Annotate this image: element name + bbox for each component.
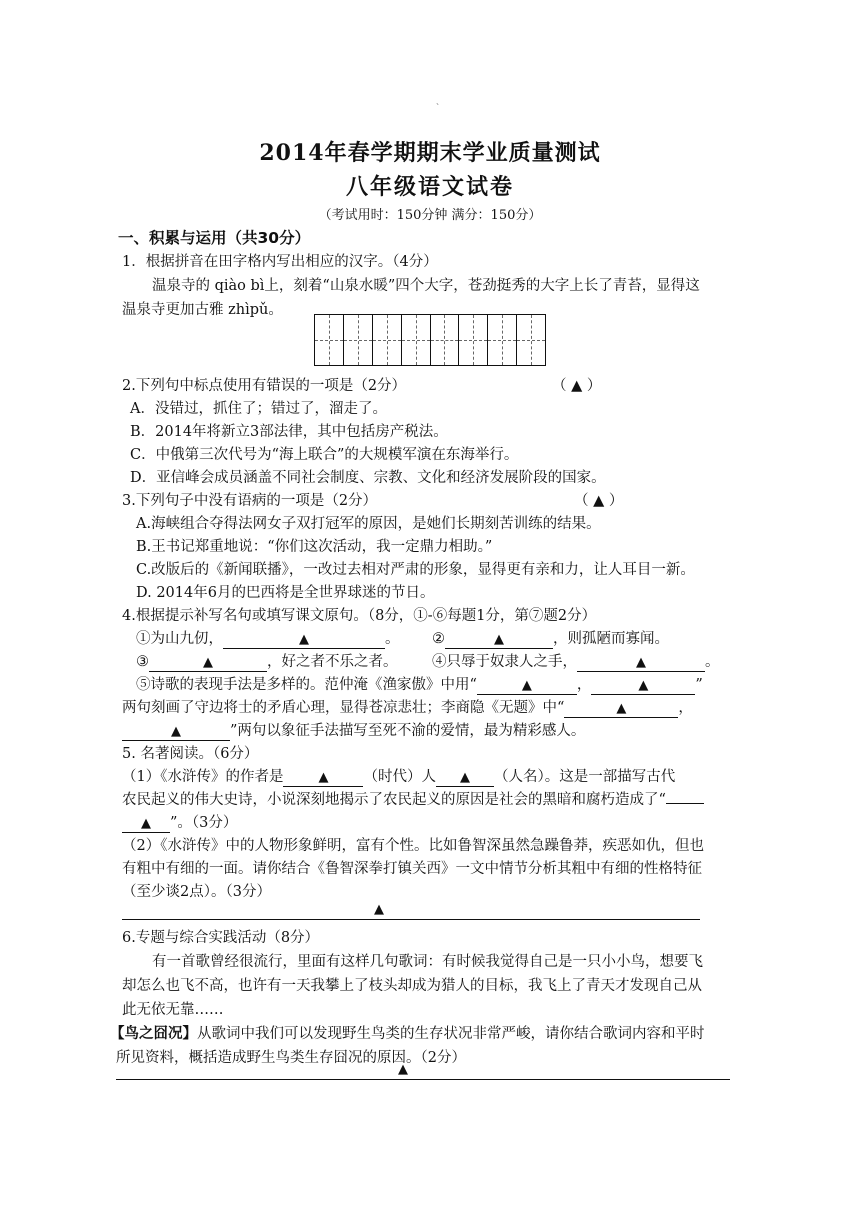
q6-line4: 从歌词中我们可以发现野生鸟类的生存状况非常严峻，请你结合歌词内容和平时 — [197, 1026, 705, 1042]
q4-row4 — [122, 696, 693, 718]
triangle-icon: ▲ — [616, 701, 627, 716]
triangle-icon: ▲ — [299, 632, 309, 647]
triangle-icon: ▲ — [398, 1062, 408, 1077]
q2-option-d: D．亚信峰会成员涵盖不同社会制度、宗教、文化和经济发展阶段的国家。 — [130, 470, 606, 486]
q3-option-c: C.改版后的《新闻联播》，一改过去相对严肃的形象，显得更有亲和力，让人耳目一新。 — [136, 562, 695, 578]
q6-lyrics-line1: 有一首歌曾经很流行，里面有这样几句歌词：有时候我觉得自己是一只小小鸟，想要飞 — [152, 954, 703, 970]
q5-p1-text-d: 农民起义的伟大史诗，小说深刻地揭示了农民起义的原因是社会的黑暗和腐朽造成了“ — [122, 792, 666, 808]
q4-r1-text-d: ，则孤陋而寡闻。 — [553, 631, 669, 647]
answer-blank[interactable] — [591, 678, 695, 695]
q4-row3 — [136, 673, 703, 695]
q2-answer-slot[interactable]: （ ▲ ） — [552, 378, 602, 394]
triangle-icon: ▲ — [374, 902, 384, 917]
q4-stem: 4.根据提示补写名句或填写课文原句。（8分，①-⑥每题1分，第⑦题2分） — [122, 608, 597, 624]
q4-row5 — [122, 719, 585, 741]
grid-cell[interactable] — [459, 315, 488, 365]
q6-lyrics-line3: 此无依无靠…… — [122, 1002, 224, 1018]
answer-blank[interactable] — [223, 632, 385, 649]
triangle-icon: ▲ — [141, 816, 151, 831]
grid-cell[interactable] — [488, 315, 517, 365]
q5-p2-line3: （至少谈2点）。（3分） — [122, 884, 271, 900]
grid-cell[interactable] — [373, 315, 402, 365]
grid-cell[interactable] — [431, 315, 460, 365]
q5-p1-line1 — [122, 765, 675, 787]
answer-blank[interactable] — [149, 655, 267, 672]
q2-stem: 2.下列句中标点使用有错误的一项是（2分） — [122, 378, 407, 394]
answer-blank[interactable] — [436, 770, 494, 787]
q4-r1-text-a: ①为山九仞， — [136, 631, 223, 647]
triangle-icon: ▲ — [494, 632, 504, 647]
q4-r5-text-a: ”两句以象征手法描写至死不渝的爱情，最为精彩感人。 — [230, 723, 586, 739]
q5-p1-text-a: （1）《水浒传》的作者是 — [122, 769, 284, 785]
q6-stem: 6.专题与综合实践活动（8分） — [122, 930, 320, 946]
q4-r3-text-a: ⑤诗歌的表现手法是多样的。范仲淹《渔家傲》中用“ — [136, 677, 477, 693]
q4-r1-text-c: ② — [432, 631, 445, 647]
q3-answer-slot[interactable]: （ ▲ ） — [574, 493, 624, 509]
triangle-icon: ▲ — [459, 770, 470, 785]
exam-subtitle: 八年级语文试卷 — [345, 174, 514, 200]
q5-p1-line3 — [122, 811, 237, 833]
q5-p2-line2: 有粗中有细的一面。请你结合《鲁智深拳打镇关西》一文中情节分析其粗中有细的性格特征 — [122, 861, 702, 877]
q6-tag: 【鸟之囧况】 — [110, 1025, 197, 1042]
q5-p1-line2 — [122, 788, 704, 809]
q1-line2: 温泉寺更加古雅 zhìpǔ。 — [122, 302, 283, 318]
q1-line1: 温泉寺的 qiào bì上，刻着“山泉水暖”四个大字，苍劲挺秀的大字上长了青苔，显得这 — [152, 278, 700, 294]
q4-r2-text-a: ③ — [136, 654, 149, 670]
q4-r3-text-b: ， — [576, 677, 592, 693]
answer-blank[interactable] — [666, 803, 704, 804]
triangle-icon: ▲ — [521, 678, 532, 693]
q5-p1-text-e: ”。（3分） — [170, 815, 238, 831]
q4-row2-right — [432, 650, 720, 672]
q4-row2 — [136, 650, 398, 672]
grid-cell[interactable] — [315, 315, 344, 365]
q4-row1-right — [432, 627, 669, 649]
triangle-icon: ▲ — [318, 770, 329, 785]
grid-cell[interactable] — [402, 315, 431, 365]
q5-p1-text-b: （时代）人 — [363, 769, 436, 785]
answer-blank[interactable] — [445, 632, 553, 649]
q5-p1-text-c: （人名）。这是一部描写古代 — [493, 769, 676, 785]
q4-r3-text-c: ” — [695, 677, 703, 693]
q3-option-d: D. 2014年6月的巴西将是全世界球迷的节日。 — [136, 585, 435, 601]
q3-option-a: A.海峡组合夺得法网女子双打冠军的原因，是她们长期刻苦训练的结果。 — [136, 516, 601, 532]
answer-blank[interactable] — [477, 678, 577, 695]
q2-option-b: B．2014年将新立3部法律，其中包括房产税法。 — [130, 424, 448, 440]
q6-subquestion — [110, 1022, 705, 1043]
q5-stem: 5. 名著阅读。（6分） — [122, 746, 259, 762]
q1-stem: 1．根据拼音在田字格内写出相应的汉字。（4分） — [122, 254, 438, 270]
q3-option-b: B.王书记郑重地说：“你们这次活动，我一定鼎力相助。” — [136, 539, 493, 555]
q2-option-a: A．没错过，抓住了；错过了，溜走了。 — [130, 401, 387, 417]
q5-p2-line1: （2）《水浒传》中的人物形象鲜明，富有个性。比如鲁智深虽然急躁鲁莽，疾恶如仇，但也 — [122, 838, 704, 854]
q4-row1 — [136, 627, 400, 649]
tianzige-grid[interactable] — [314, 314, 546, 366]
triangle-icon: ▲ — [171, 724, 181, 739]
q4-r2-text-b: ，好之者不乐之者。 — [267, 654, 398, 670]
q6-lyrics-line2: 却怎么也飞不高，也许有一天我攀上了枝头却成为猎人的目标，我飞上了青天才发现自己从 — [122, 978, 702, 994]
q5-answer-line[interactable] — [122, 919, 700, 920]
q2-option-c: C．中俄第三次代号为“海上联合”的大规模军演在东海举行。 — [130, 447, 519, 463]
triangle-icon: ▲ — [203, 655, 213, 670]
section-title: 一、积累与运用（共30分） — [118, 229, 311, 247]
grid-cell[interactable] — [517, 315, 545, 365]
exam-title: 2014年春学期期末学业质量测试 — [259, 140, 601, 166]
triangle-icon: ▲ — [638, 678, 649, 693]
q6-line5: 所见资料，概括造成野生鸟类生存囧况的原因。（2分） — [116, 1050, 466, 1066]
answer-blank[interactable] — [564, 701, 678, 718]
answer-blank[interactable] — [122, 724, 230, 741]
q3-stem: 3.下列句子中没有语病的一项是（2分） — [122, 493, 378, 509]
q4-r2-text-c: ④只辱于奴隶人之手， — [432, 654, 577, 670]
q4-r1-text-b: 。 — [385, 631, 400, 647]
q6-answer-line[interactable] — [116, 1079, 730, 1080]
answer-blank[interactable] — [577, 655, 705, 672]
stray-mark: 、 — [436, 97, 444, 106]
answer-blank[interactable] — [122, 816, 170, 833]
exam-meta: （考试用时：150分钟 满分：150分） — [318, 208, 542, 223]
q4-r4-text-a: 两句刻画了守边将士的矛盾心理，显得苍凉悲壮；李商隐《无题》中“ — [122, 700, 565, 716]
q4-r4-text-b: ， — [678, 700, 693, 716]
answer-blank[interactable] — [283, 770, 363, 787]
grid-cell[interactable] — [344, 315, 373, 365]
triangle-icon: ▲ — [636, 655, 646, 670]
q4-r2-text-d: 。 — [705, 654, 720, 670]
